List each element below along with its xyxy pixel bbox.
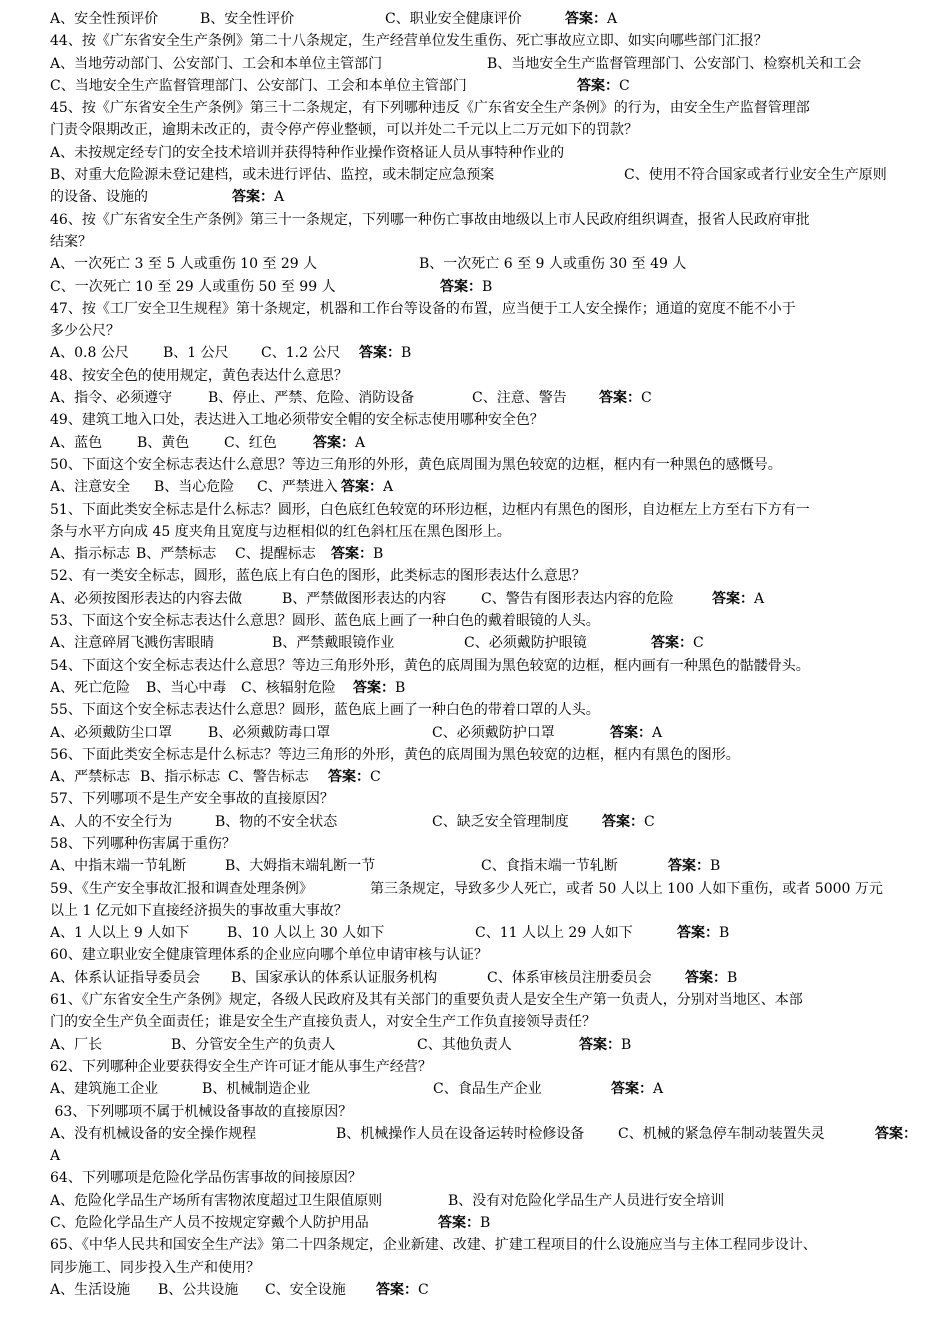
text-line [50, 1279, 930, 1301]
text-line [50, 432, 930, 454]
text-run: A、严禁标志 [50, 769, 131, 786]
text-run: C、严禁进入 [257, 479, 338, 496]
answer-label: 答案： [440, 278, 482, 295]
text-run: A、必须戴防尘口罩 [50, 724, 173, 741]
answer-label: 答案： [359, 345, 401, 362]
text-run: C [418, 1281, 429, 1298]
text-run: A、安全性预评价 [50, 11, 159, 27]
text-run: 门责令限期改正，逾期未改正的，责令停产停业整顿，可以并处二千元以上二万元如下的罚款？ [50, 122, 638, 139]
text-run: B、当心中毒 [146, 679, 227, 696]
text-line [50, 967, 930, 989]
text-line [50, 365, 930, 387]
text-line [50, 30, 930, 52]
text-run: B、1 公尺 [163, 345, 229, 362]
text-run: C、一次死亡 10 至 29 人或重伤 50 至 99 人 [50, 278, 336, 295]
text-run: C、食品生产企业 [433, 1081, 542, 1098]
text-run: B、分管安全生产的负责人 [171, 1036, 336, 1053]
text-run: C、其他负责人 [417, 1036, 512, 1053]
text-line [50, 186, 930, 208]
text-run: B、黄色 [137, 434, 190, 451]
answer-label: 答案： [232, 189, 274, 206]
text-line [50, 1234, 930, 1256]
text-line [50, 476, 930, 498]
text-run: A、1 人以上 9 人如下 [50, 925, 190, 942]
text-run: 同步施工、同步投入生产和使用？ [50, 1259, 260, 1276]
text-run: B [727, 969, 738, 986]
answer-label: 答案： [875, 1125, 917, 1142]
text-run: B、严禁标志 [136, 546, 217, 563]
text-line [50, 409, 930, 431]
text-run: 55、下面这个安全标志表达什么意思？圆形，蓝色底上画了一种白色的带着口罩的人头。 [50, 702, 600, 719]
text-run: B、国家承认的体系认证服务机构 [231, 969, 438, 986]
text-line [50, 1056, 930, 1078]
text-run: B [482, 278, 493, 295]
answer-label: 答案： [599, 390, 641, 407]
text-run: 65、《中华人民共和国安全生产法》第二十四条规定，企业新建、改建、扩建工程项目的什么设施应当与主体工程同步设计、 [50, 1237, 817, 1254]
text-line [50, 8, 930, 30]
text-run: C [644, 813, 655, 830]
text-run: 59、《生产安全事故汇报和调查处理条例》 [50, 880, 313, 897]
text-run: B [401, 345, 412, 362]
text-run: A [754, 590, 765, 607]
text-run: C、体系审核员注册委员会 [487, 969, 652, 986]
text-run: A、死亡危险 [50, 679, 131, 696]
text-run: C、核辐射危险 [241, 679, 336, 696]
text-run: A [274, 189, 285, 206]
text-run: 条与水平方向成 45 度夹角且宽度与边框相似的红色斜杠压在黑色图形上。 [50, 523, 511, 540]
text-run: B、没有对危险化学品生产人员进行安全培训 [448, 1192, 725, 1209]
text-run: C、必须戴防护口罩 [432, 724, 555, 741]
text-run: 以上 1 亿元如下直接经济损失的事故重大事故？ [50, 902, 348, 919]
text-run: 的设备、设施的 [50, 189, 148, 206]
text-run: B、机械制造企业 [202, 1081, 311, 1098]
text-run: C、1.2 公尺 [261, 345, 341, 362]
text-run: 47、按《工厂安全卫生规程》第十条规定，机器和工作台等设备的布置，应当便于工人安全操作；通道的宽度不能不小于 [50, 300, 796, 317]
text-run: A、蓝色 [50, 434, 103, 451]
text-run: A、一次死亡 3 至 5 人或重伤 10 至 29 人 [50, 256, 318, 273]
text-run: A、注意碎屑飞溅伤害眼睛 [50, 635, 215, 652]
text-run: B [719, 925, 730, 942]
text-run: B、严禁戴眼镜作业 [272, 635, 395, 652]
text-run: B、停止、严禁、危险、消防设备 [208, 390, 415, 407]
text-run: A、必须按图形表达的内容去做 [50, 590, 243, 607]
text-line [50, 164, 930, 186]
text-run: C、职业安全健康评价 [385, 11, 522, 27]
text-run: A、危险化学品生产场所有害物浓度超过卫生限值原则 [50, 1192, 383, 1209]
text-run: 46、按《广东省安全生产条例》第三十一条规定，下列哪一种伤亡事故由地级以上市人民政府组织调查，报省人民政府审批 [50, 211, 810, 228]
text-line [50, 342, 930, 364]
text-line [50, 119, 930, 141]
text-run: 63、下列哪项不属于机械设备事故的直接原因？ [50, 1103, 353, 1120]
text-run: C、机械的紧急停车制动装置失灵 [618, 1125, 825, 1142]
text-run: C [693, 635, 704, 652]
text-line [50, 788, 930, 810]
text-line [50, 588, 930, 610]
text-run: B [373, 546, 384, 563]
text-line [50, 209, 930, 231]
answer-label: 答案： [438, 1215, 480, 1232]
text-line [50, 320, 930, 342]
text-run: A、未按规定经专门的安全技术培训并获得特种作业操作资格证人员从事特种作业的 [50, 144, 565, 161]
text-line [50, 1101, 930, 1123]
text-run: 58、下列哪种伤害属于重伤？ [50, 835, 236, 852]
text-run: A、厂长 [50, 1036, 103, 1053]
text-run: A、建筑施工企业 [50, 1081, 159, 1098]
answer-label: 答案： [328, 769, 370, 786]
text-run: 49、建筑工地入口处，表达进入工地必须带安全帽的安全标志使用哪种安全色？ [50, 412, 544, 429]
text-line [50, 766, 930, 788]
text-run: C、注意、警告 [472, 390, 567, 407]
text-line [50, 298, 930, 320]
text-run: 结案？ [50, 233, 92, 250]
text-line [50, 499, 930, 521]
text-run: B、严禁做图形表达的内容 [282, 590, 447, 607]
text-run: C、提醒标志 [235, 546, 316, 563]
answer-label: 答案： [341, 479, 383, 496]
answer-label: 答案： [353, 679, 395, 696]
text-run: 门的安全生产负全面责任；谁是安全生产直接负责人，对安全生产工作负直接领导责任？ [50, 1014, 596, 1031]
text-run: 第三条规定，导致多少人死亡，或者 50 人以上 100 人如下重伤，或者 5000 万元 [370, 880, 883, 897]
answer-label: 答案： [577, 77, 619, 94]
text-line [50, 722, 930, 744]
text-line [50, 878, 930, 900]
text-line [50, 142, 930, 164]
text-run: C、红色 [224, 434, 277, 451]
text-line [50, 989, 930, 1011]
answer-label: 答案： [610, 724, 652, 741]
text-run: 53、下面这个安全标志表达什么意思？圆形、蓝色底上画了一种白色的戴着眼镜的人头。 [50, 613, 600, 630]
text-line [50, 811, 930, 833]
text-run: A、指示标志 [50, 546, 131, 563]
text-line [50, 231, 930, 253]
text-run: A、生活设施 [50, 1281, 131, 1298]
text-line [50, 454, 930, 476]
text-line [50, 855, 930, 877]
text-run: A、指令、必须遵守 [50, 390, 173, 407]
text-run: A [652, 724, 663, 741]
text-run: B [710, 858, 721, 875]
text-run: A、注意安全 [50, 479, 131, 496]
text-line [50, 1212, 930, 1234]
answer-label: 答案： [677, 925, 719, 942]
text-run: C、使用不符合国家或者行业安全生产原则 [624, 167, 887, 184]
text-run: 44、按《广东省安全生产条例》第二十八条规定，生产经营单位发生重伤、死亡事故应立即、如实向哪些部门汇报？ [50, 33, 768, 50]
text-line [50, 565, 930, 587]
text-run: C、危险化学品生产人员不按规定穿戴个人防护用品 [50, 1215, 369, 1232]
answer-label: 答案： [602, 813, 644, 830]
text-line [50, 833, 930, 855]
text-run: 50、下面这个安全标志表达什么意思？等边三角形的外形，黄色底周围为黑色较宽的边框，框内有一种黑色的感慨号。 [50, 456, 782, 473]
text-line [50, 1167, 930, 1189]
text-run: C [370, 769, 381, 786]
text-run: 45、按《广东省安全生产条例》第三十二条规定，有下列哪种违反《广东省安全生产条例》的行为，由安全生产监督管理部 [50, 100, 810, 117]
text-run: 60、建立职业安全健康管理体系的企业应向哪个单位申请审核与认证？ [50, 947, 488, 964]
text-run: A [653, 1081, 664, 1098]
text-line [50, 1123, 930, 1145]
text-run: 61、《广东省安全生产条例》规定，各级人民政府及其有关部门的重要负责人是安全生产第一负责人，分别对当地区、本部 [50, 992, 803, 1009]
text-line [50, 744, 930, 766]
text-run: A [355, 434, 366, 451]
text-run: B [621, 1036, 632, 1053]
text-line [50, 97, 930, 119]
answer-label: 答案： [313, 434, 355, 451]
text-run: 48、按安全色的使用规定，黄色表达什么意思？ [50, 367, 348, 384]
text-line [50, 900, 930, 922]
text-run: A、中指末端一节轧断 [50, 858, 187, 875]
text-line [50, 53, 930, 75]
answer-label: 答案： [712, 590, 754, 607]
text-run: B、10 人以上 30 人如下 [227, 925, 385, 942]
answer-label: 答案： [579, 1036, 621, 1053]
text-run: A、体系认证指导委员会 [50, 969, 201, 986]
text-line [50, 944, 930, 966]
text-line [50, 677, 930, 699]
text-run: 54、下面这个安全标志表达什么意思？等边三角形外形，黄色的底周围为黑色较宽的边框，框内画有一种黑色的骷髅骨头。 [50, 657, 810, 674]
text-line [50, 922, 930, 944]
text-line [50, 655, 930, 677]
answer-label: 答案： [611, 1081, 653, 1098]
text-run: C [641, 390, 652, 407]
text-line [50, 1190, 930, 1212]
text-run: B [480, 1215, 491, 1232]
text-line [50, 253, 930, 275]
text-line [50, 276, 930, 298]
text-run: A、0.8 公尺 [50, 345, 129, 362]
text-run: C [619, 77, 630, 94]
answer-label: 答案： [651, 635, 693, 652]
text-run: C、安全设施 [265, 1281, 346, 1298]
text-run: B、安全性评价 [200, 11, 295, 27]
text-run: B、物的不安全状态 [215, 813, 338, 830]
text-line [50, 1078, 930, 1100]
text-line [50, 632, 930, 654]
text-run: B、对重大危险源未登记建档，或未进行评估、监控，或未制定应急预案 [50, 167, 495, 184]
text-run: B、大姆指末端轧断一节 [225, 858, 376, 875]
text-line [50, 610, 930, 632]
text-run: B、必须戴防毒口罩 [208, 724, 331, 741]
text-line [50, 543, 930, 565]
text-run: 51、下面此类安全标志是什么标志？圆形，白色底红色较宽的环形边框，边框内有黑色的图形，自边框左上方至右下方有一 [50, 501, 810, 518]
text-run: C、警告标志 [228, 769, 309, 786]
text-run: C、缺乏安全管理制度 [432, 813, 569, 830]
text-line [50, 1145, 930, 1167]
text-run: B [395, 679, 406, 696]
text-line [50, 1034, 930, 1056]
text-run: A [383, 479, 394, 496]
text-line [50, 699, 930, 721]
text-line [50, 1011, 930, 1033]
text-run: A、人的不安全行为 [50, 813, 173, 830]
text-run: A、没有机械设备的安全操作规程 [50, 1125, 257, 1142]
text-run: A [607, 11, 618, 27]
text-run: B、公共设施 [158, 1281, 239, 1298]
text-run: 52、有一类安全标志，圆形，蓝色底上有白色的图形，此类标志的图形表达什么意思？ [50, 568, 586, 585]
text-run: 62、下列哪种企业要获得安全生产许可证才能从事生产经营？ [50, 1058, 432, 1075]
text-run: A、当地劳动部门、公安部门、工会和本单位主管部门 [50, 55, 383, 72]
text-run: 56、下面此类安全标志是什么标志？等边三角形的外形，黄色的底周围为黑色较宽的边框，框内有黑色的图形。 [50, 746, 740, 763]
text-run: 57、下列哪项不是生产安全事故的直接原因？ [50, 791, 334, 808]
text-line [50, 1257, 930, 1279]
text-run: C、11 人以上 29 人如下 [475, 925, 633, 942]
text-line [50, 75, 930, 97]
text-line [50, 387, 930, 409]
answer-label: 答案： [668, 858, 710, 875]
text-run: C、当地安全生产监督管理部门、公安部门、工会和本单位主管部门 [50, 77, 467, 94]
text-run: B、一次死亡 6 至 9 人或重伤 30 至 49 人 [419, 256, 687, 273]
answer-label: 答案： [565, 11, 607, 27]
answer-label: 答案： [376, 1281, 418, 1298]
text-line [50, 521, 930, 543]
text-run: 多少公尺？ [50, 323, 120, 340]
answer-label: 答案： [685, 969, 727, 986]
text-run: 64、下列哪项是危险化学品伤害事故的间接原因？ [50, 1170, 362, 1187]
text-run: A [50, 1148, 61, 1165]
text-run: B、当地安全生产监督管理部门、公安部门、检察机关和工会 [487, 55, 862, 72]
answer-label: 答案： [331, 546, 373, 563]
text-run: C、必须戴防护眼镜 [464, 635, 587, 652]
text-run: C、食指末端一节轧断 [481, 858, 618, 875]
text-run: C、警告有图形表达内容的危险 [481, 590, 674, 607]
text-run: B、机械操作人员在设备运转时检修设备 [336, 1125, 585, 1142]
text-run: B、指示标志 [140, 769, 221, 786]
text-run: B、当心危险 [154, 479, 235, 496]
